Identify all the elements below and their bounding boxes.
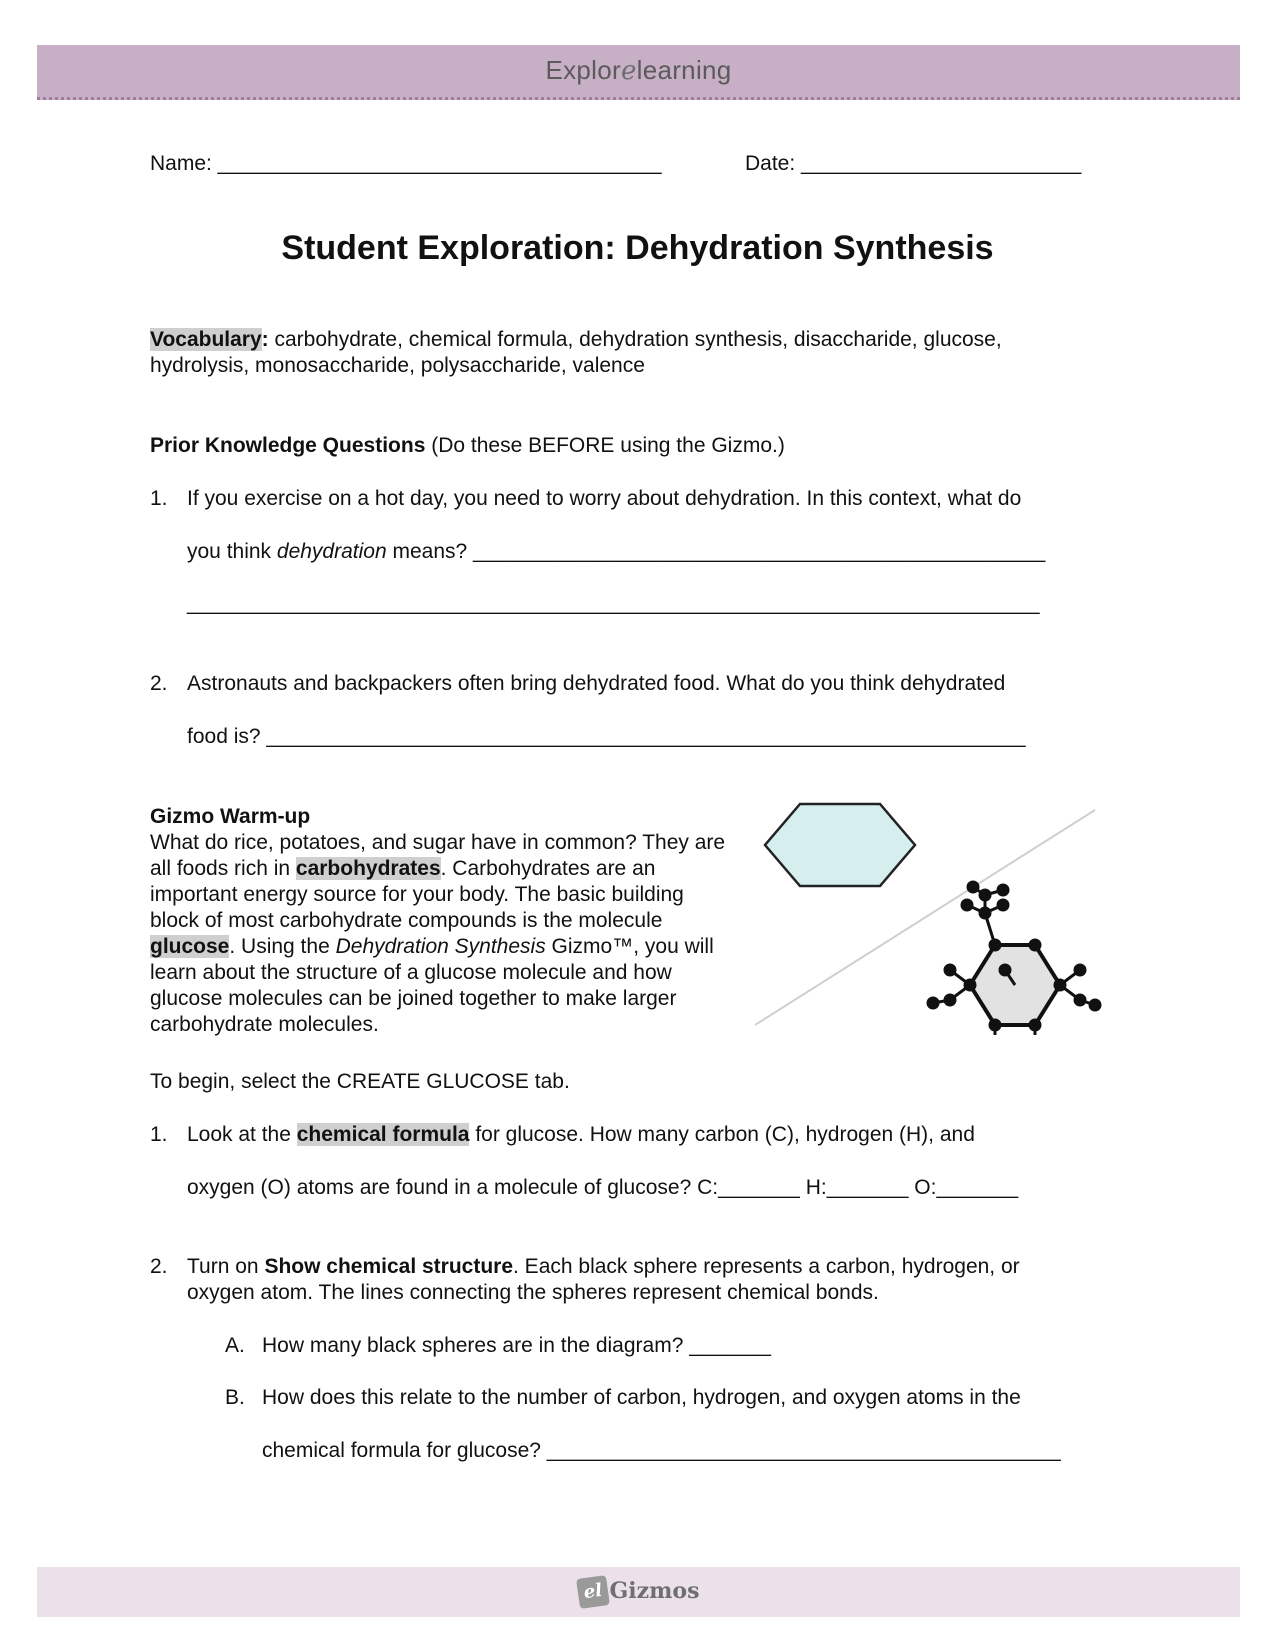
wq2-text-a: Turn on (187, 1255, 265, 1278)
prior-q1-answer-line: means? _________________________________________________ (386, 540, 1046, 563)
warmup-q2a-letter: A. (225, 1334, 245, 1357)
page-footer (37, 1567, 1240, 1617)
warmup-text-1: What do rice, potatoes, and sugar have in common? They are all foods rich in (150, 831, 726, 880)
warmup-heading: Gizmo Warm-up (150, 805, 311, 828)
hexagon-ring-icon (765, 804, 915, 886)
warmup-begin-instruction: To begin, select the CREATE GLUCOSE tab. (150, 1070, 570, 1093)
warmup-text-3: . Using the (229, 935, 336, 958)
warmup-q2b-letter: B. (225, 1386, 245, 1409)
warmup-q2-line-1 (187, 1254, 1020, 1280)
prior-q1-line-1: If you exercise on a hot day, you need to worry about dehydration. In this context, what do (187, 487, 1022, 510)
prior-q2-line-1: Astronauts and backpackers often bring dehydrated food. What do you think dehydrated (187, 672, 1006, 695)
gizmos-mark: el (576, 1575, 610, 1609)
term-glucose: glucose (150, 935, 230, 958)
vocabulary-line-2: hydrolysis, monosaccharide, polysaccharide, valence (150, 354, 645, 377)
explorelearning-logo (37, 57, 1240, 84)
prior-q2-line-2: food is? _________________________________________________________________ (187, 725, 1026, 748)
gizmos-brand: Gizmos (609, 1578, 700, 1604)
term-chemical-formula: chemical formula (296, 1123, 470, 1146)
logo-mark: e (620, 56, 637, 86)
term-carbohydrates: carbohydrates (295, 857, 441, 880)
logo-text-suffix: learning (636, 55, 732, 85)
prior-knowledge-heading (150, 433, 785, 459)
logo-text-prefix: Explor (545, 55, 621, 85)
warmup-paragraph (150, 830, 730, 1038)
prior-q2-number: 2. (150, 672, 168, 695)
show-chemical-structure-label: Show chemical structure (264, 1255, 514, 1278)
warmup-q1-number: 1. (150, 1123, 168, 1146)
warmup-q1-line-2: oxygen (O) atoms are found in a molecule of glucose? C:_______ H:_______ O:_______ (187, 1176, 1019, 1199)
warmup-q2-number: 2. (150, 1255, 168, 1278)
warmup-text-4: Gizmo™, you will learn about the structure of a glucose molecule and how glucose molecules can be joined together to make larger carbohydrate molecules. (150, 935, 714, 1036)
glucose-diagram (755, 795, 1105, 1035)
warmup-q1-line-1 (187, 1122, 975, 1148)
vocabulary-colon: : (261, 328, 269, 351)
prior-heading-text: Prior Knowledge Questions (150, 434, 426, 457)
date-field-line: Date: ________________________ (745, 152, 1082, 175)
prior-q1-number: 1. (150, 487, 168, 510)
prior-q1-italic: dehydration (276, 540, 387, 563)
gizmos-logo (37, 1577, 1240, 1607)
vocabulary-line-1 (150, 327, 1002, 353)
warmup-q2-line-2: oxygen atom. The lines connecting the spheres represent chemical bonds. (187, 1281, 879, 1304)
wq1-text-b: for glucose. How many carbon (C), hydrogen (H), and (469, 1123, 975, 1146)
warmup-text-2: . Carbohydrates are an important energy source for your body. The basic building block of most carbohydrate compounds is the molecule (150, 857, 684, 932)
warmup-q2b-line-1: How does this relate to the number of carbon, hydrogen, and oxygen atoms in the (262, 1386, 1021, 1409)
warmup-q2b-line-2: chemical formula for glucose? ____________________________________________ (262, 1439, 1061, 1462)
vocabulary-terms-1: carbohydrate, chemical formula, dehydration synthesis, disaccharide, glucose, (268, 328, 1002, 351)
page-header (37, 45, 1240, 100)
prior-q1-line-2 (187, 539, 1045, 565)
name-field-line: Name: ______________________________________ (150, 152, 662, 175)
prior-q1-answer-line-2: _________________________________________________________________________ (187, 592, 1040, 615)
wq2-text-b: . Each black sphere represents a carbon, hydrogen, or (513, 1255, 1020, 1278)
warmup-gizmo-name: Dehydration Synthesis (335, 935, 546, 958)
vocabulary-label: Vocabulary (150, 328, 262, 351)
prior-heading-note: (Do these BEFORE using the Gizmo.) (425, 434, 785, 457)
warmup-q2a-text: How many black spheres are in the diagram? _______ (262, 1334, 771, 1357)
page-title: Student Exploration: Dehydration Synthesis (281, 229, 994, 267)
prior-q1-text-a: you think (187, 540, 277, 563)
wq1-text-a: Look at the (187, 1123, 297, 1146)
